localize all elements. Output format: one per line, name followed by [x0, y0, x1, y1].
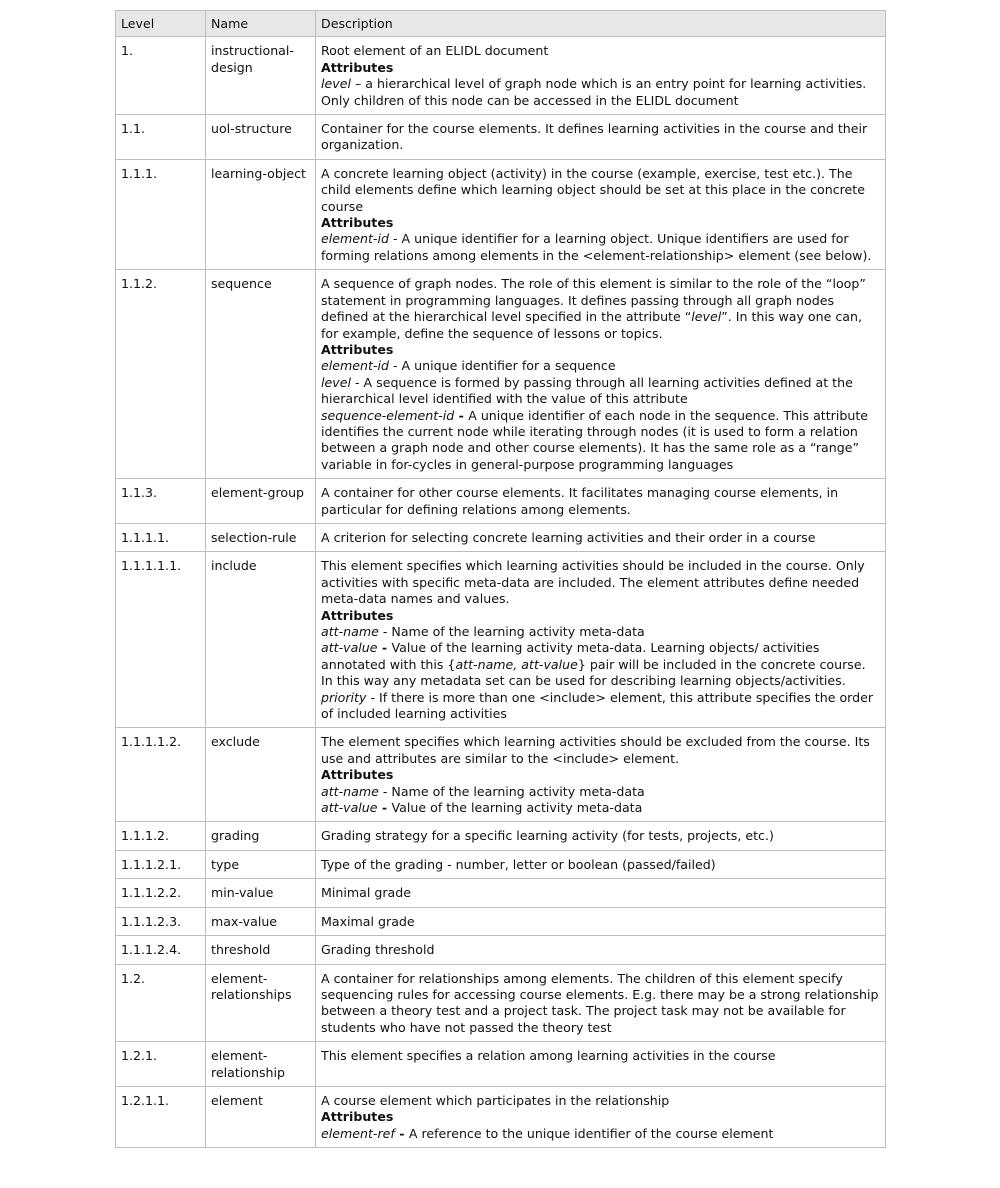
- attributes-heading: Attributes: [321, 607, 394, 623]
- cell-description: [316, 728, 886, 822]
- attribute-separator: -: [378, 783, 392, 799]
- attribute-text-fragment: Value of the learning activity meta-data. Learning objects/ activities annotated with this {: [321, 640, 820, 672]
- attribute-line: [321, 231, 880, 264]
- cell-description: [316, 1042, 886, 1087]
- attribute-line: [321, 690, 880, 723]
- table-row: [116, 1042, 886, 1087]
- attribute-separator: -: [388, 231, 402, 247]
- table-row: [116, 907, 886, 935]
- table-row: [116, 964, 886, 1042]
- cell-level: 1.1.1.2.2.: [116, 879, 206, 907]
- cell-description: [316, 1086, 886, 1147]
- header-description: Description: [316, 11, 886, 37]
- attribute-name: att-name: [321, 783, 379, 799]
- attribute-separator: –: [350, 76, 366, 92]
- attribute-line: [321, 358, 880, 374]
- description-text: This element specifies a relation among learning activities in the course: [321, 1048, 776, 1064]
- table-row: [116, 850, 886, 878]
- table-row: [116, 523, 886, 551]
- attribute-line: [321, 784, 880, 800]
- cell-level: 1.1.1.2.: [116, 822, 206, 850]
- description-fragment: A sequence of graph nodes. The role of this element is similar to the role of the “loop” statement in programming languages. It defines passing through all graph nodes defined at the hierarchical level specified in the attribute “: [321, 276, 866, 325]
- description-text: [321, 276, 880, 342]
- attributes-heading: Attributes: [321, 341, 394, 357]
- cell-name: uol-structure: [206, 115, 316, 160]
- cell-name: selection-rule: [206, 523, 316, 551]
- attribute-line: [321, 1126, 880, 1142]
- attribute-description: Name of the learning activity meta-data: [391, 624, 645, 639]
- cell-level: 1.1.1.2.3.: [116, 907, 206, 935]
- attributes-heading: Attributes: [321, 59, 394, 75]
- attribute-name: level: [321, 76, 351, 92]
- attribute-name: att-value: [321, 640, 378, 656]
- attribute-name: att-value: [321, 800, 378, 816]
- cell-level: 1.1.1.1.1.: [116, 552, 206, 728]
- attribute-description: Name of the learning activity meta-data: [391, 783, 645, 799]
- cell-level: 1.2.: [116, 964, 206, 1042]
- description-text: The element specifies which learning activities should be excluded from the course. Its use and attributes are similar to the <include> element.: [321, 734, 870, 766]
- cell-level: 1.1.2.: [116, 270, 206, 479]
- attribute-name: element-id: [321, 231, 389, 247]
- cell-description: [316, 552, 886, 728]
- cell-level: 1.1.1.1.2.: [116, 728, 206, 822]
- cell-level: 1.2.1.: [116, 1042, 206, 1087]
- cell-description: [316, 523, 886, 551]
- cell-description: [316, 270, 886, 479]
- cell-description: [316, 115, 886, 160]
- header-name: Name: [206, 11, 316, 37]
- cell-name: element-relationship: [206, 1042, 316, 1087]
- attribute-separator: -: [388, 358, 402, 374]
- attribute-separator: -: [350, 374, 364, 390]
- cell-description: [316, 936, 886, 964]
- cell-level: 1.: [116, 37, 206, 115]
- table-row: [116, 1086, 886, 1147]
- table-row: [116, 552, 886, 728]
- cell-name: element-relationships: [206, 964, 316, 1042]
- cell-level: 1.1.1.1.: [116, 523, 206, 551]
- cell-name: include: [206, 552, 316, 728]
- cell-description: [316, 964, 886, 1042]
- cell-level: 1.1.1.2.4.: [116, 936, 206, 964]
- cell-name: instructional-design: [206, 37, 316, 115]
- attribute-description: a hierarchical level of graph node which is an entry point for learning activities. Only children of this node can be accessed in the ELIDL document: [321, 76, 867, 108]
- attribute-separator: -: [454, 407, 469, 423]
- table-row: [116, 115, 886, 160]
- description-fragment: level: [691, 309, 722, 325]
- cell-description: [316, 850, 886, 878]
- attribute-name: element-ref: [321, 1125, 395, 1141]
- table-header-row: [116, 11, 886, 37]
- cell-level: 1.1.1.2.1.: [116, 850, 206, 878]
- table-row: [116, 822, 886, 850]
- cell-name: max-value: [206, 907, 316, 935]
- cell-description: [316, 822, 886, 850]
- header-level: Level: [116, 11, 206, 37]
- attribute-description: If there is more than one <include> element, this attribute specifies the order of included learning activities: [321, 689, 874, 722]
- attribute-separator: -: [394, 1125, 409, 1141]
- attribute-name: level: [321, 374, 351, 390]
- attribute-separator: -: [377, 640, 392, 656]
- table-body: [116, 37, 886, 1148]
- attribute-separator: -: [378, 624, 392, 639]
- table-row: [116, 270, 886, 479]
- attribute-text-fragment: att-name, att-value: [455, 656, 578, 672]
- attribute-separator: -: [366, 689, 380, 705]
- description-fragment: ”. In this way one can, for example, define the sequence of lessons or topics.: [321, 309, 862, 341]
- attribute-separator: -: [377, 800, 392, 816]
- cell-name: grading: [206, 822, 316, 850]
- table-row: [116, 879, 886, 907]
- table-row: [116, 936, 886, 964]
- cell-description: [316, 479, 886, 524]
- attribute-description: A unique identifier for a sequence: [401, 358, 616, 374]
- attribute-line: [321, 76, 880, 109]
- description-text: A criterion for selecting concrete learning activities and their order in a course: [321, 529, 816, 545]
- attribute-description: A unique identifier for a learning object. Unique identifiers are used for forming relations among elements in the <element-relationship> element (see below).: [321, 231, 872, 263]
- attribute-line: [321, 375, 880, 408]
- cell-level: 1.1.: [116, 115, 206, 160]
- cell-name: min-value: [206, 879, 316, 907]
- cell-description: [316, 879, 886, 907]
- cell-description: [316, 159, 886, 269]
- table-row: [116, 159, 886, 269]
- attribute-description: Value of the learning activity meta-data: [391, 800, 643, 816]
- description-text: A concrete learning object (activity) in the course (example, exercise, test etc.). The child elements define which learning object should be set at this place in the concrete course: [321, 165, 865, 214]
- cell-name: sequence: [206, 270, 316, 479]
- attribute-line: [321, 800, 880, 816]
- attribute-name: priority: [321, 689, 367, 705]
- description-text: A container for other course elements. It facilitates managing course elements, in particular for defining relations among elements.: [321, 485, 839, 517]
- attributes-heading: Attributes: [321, 215, 394, 231]
- description-text: Type of the grading - number, letter or boolean (passed/failed): [321, 856, 716, 872]
- description-text: Grading threshold: [321, 942, 435, 958]
- attribute-line: [321, 624, 880, 640]
- description-text: Container for the course elements. It defines learning activities in the course and their organization.: [321, 121, 868, 153]
- attribute-description: A reference to the unique identifier of the course element: [408, 1125, 774, 1141]
- description-text: Minimal grade: [321, 885, 411, 901]
- description-text: Root element of an ELIDL document: [321, 43, 549, 59]
- attribute-name: element-id: [321, 358, 389, 374]
- description-text: A course element which participates in the relationship: [321, 1092, 670, 1108]
- description-text: Maximal grade: [321, 913, 415, 929]
- cell-name: exclude: [206, 728, 316, 822]
- elidl-elements-table: [115, 10, 886, 1148]
- cell-description: [316, 37, 886, 115]
- cell-name: element-group: [206, 479, 316, 524]
- cell-name: threshold: [206, 936, 316, 964]
- attribute-line: [321, 640, 880, 689]
- cell-name: element: [206, 1086, 316, 1147]
- cell-description: [316, 907, 886, 935]
- cell-level: 1.1.3.: [116, 479, 206, 524]
- description-text: A container for relationships among elements. The children of this element specify sequencing rules for accessing course elements. E.g. there may be a strong relationship between a theory test and a project task. The project task may not be available for students who have not passed the theory test: [321, 970, 879, 1035]
- description-text: This element specifies which learning activities should be included in the course. Only activities with specific meta-data are included. The element attributes define needed meta-data names and values.: [321, 558, 865, 607]
- description-text: Grading strategy for a specific learning activity (for tests, projects, etc.): [321, 828, 774, 844]
- cell-level: 1.1.1.: [116, 159, 206, 269]
- attributes-heading: Attributes: [321, 767, 394, 783]
- cell-level: 1.2.1.1.: [116, 1086, 206, 1147]
- attribute-name: sequence-element-id: [321, 407, 455, 423]
- cell-name: type: [206, 850, 316, 878]
- table-row: [116, 37, 886, 115]
- attribute-description: A unique identifier of each node in the sequence. This attribute identifies the current node while iterating through nodes (it is used to form a relation between a graph node and other course elements). It has the same role as a “range” variable in for-cycles in general-purpose programming languages: [321, 407, 868, 472]
- attribute-line: [321, 408, 880, 474]
- attribute-name: att-name: [321, 624, 379, 639]
- cell-name: learning-object: [206, 159, 316, 269]
- attributes-heading: Attributes: [321, 1109, 394, 1125]
- table-row: [116, 728, 886, 822]
- table-row: [116, 479, 886, 524]
- attribute-text-fragment: } pair will be included in the concrete course. In this way any metadata set can be used for describing learning objects/activities.: [321, 656, 866, 689]
- attribute-description: A sequence is formed by passing through all learning activities defined at the hierarchical level identified with the value of this attribute: [321, 374, 853, 407]
